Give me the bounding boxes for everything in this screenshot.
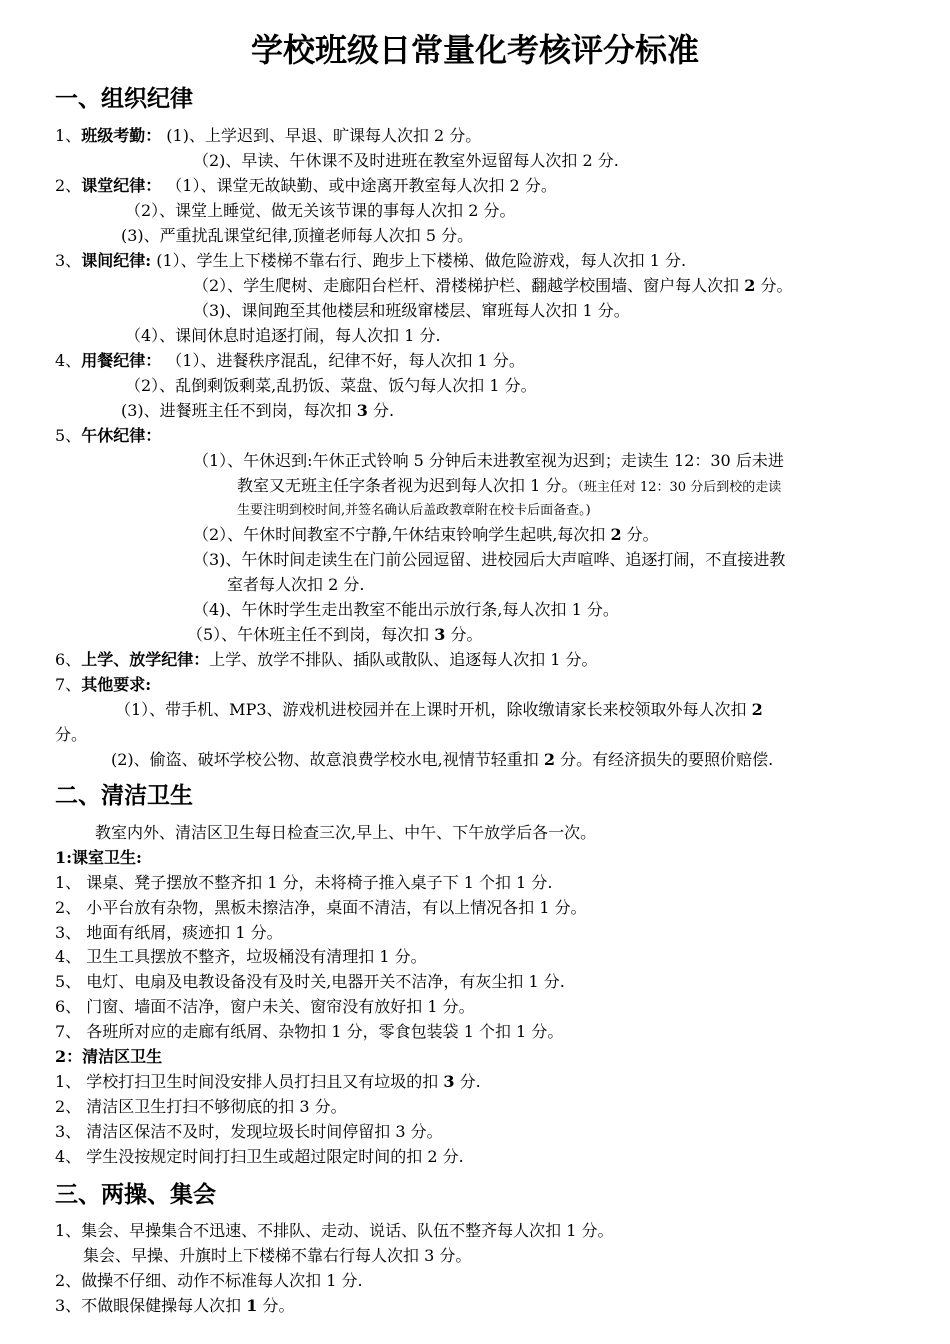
list-item: 1、集会、早操集合不迅速、不排队、走动、说话、队伍不整齐每人次扣 1 分。 (55, 1221, 614, 1240)
hygiene-intro: 教室内外、清洁区卫生每日检查三次,早上、中午、下午放学后各一次。 (95, 823, 597, 842)
item-other-line-3: (2)、偷盗、破坏学校公物、故意浪费学校水电,视情节轻重扣 2 分。有经济损失的要照价赔偿. (111, 750, 774, 769)
item-nap-line-8: （5）、午休班主任不到岗，每次扣 3 分。 (187, 625, 483, 644)
item-other-line-2: 分。 (55, 725, 88, 744)
item-nap-line-7: （4)、午休时学生走出教室不能出示放行条,每人次扣 1 分。 (193, 600, 619, 619)
item-dining-line-1: 4、用餐纪律： （1）、进餐秩序混乱，纪律不好，每人次扣 1 分。 (55, 351, 525, 370)
item-attendance-line-2: （2)、早读、午休课不及时进班在教室外逗留每人次扣 2 分. (193, 151, 619, 170)
item-nap-line-1: （1）、午休迟到:午休正式铃响 5 分钟后未进教室视为迟到；走读生 12：30 后未进 (193, 451, 784, 470)
section-heading-hygiene: 二、清洁卫生 (55, 783, 193, 809)
page-title: 学校班级日常量化考核评分标准 (250, 31, 699, 69)
list-item: 集会、早操、升旗时上下楼梯不靠右行每人次扣 3 分。 (83, 1246, 472, 1265)
item-nap-line-3: 生要注明到校时间,并签名确认后盖政教章附在校卡后面备查。) (237, 503, 591, 518)
list-item: 3、 地面有纸屑，痰迹扣 1 分。 (55, 923, 283, 942)
list-item: 2、做操不仔细、动作不标准每人次扣 1 分. (55, 1271, 363, 1290)
list-item: 2、 清洁区卫生打扫不够彻底的扣 3 分。 (55, 1097, 347, 1116)
item-nap-line-2: 教室又无班主任字条者视为迟到每人次扣 1 分。（班主任对 12：30 分后到校的走读 (237, 476, 782, 495)
item-nap-line-4: （2）、午休时间教室不宁静,午休结束铃响学生起哄,每次扣 2 分。 (193, 525, 659, 544)
hygiene-area-heading: 2：清洁区卫生 (55, 1047, 163, 1066)
list-item: 1、 学校打扫卫生时间没安排人员打扫且又有垃圾的扣 3 分. (55, 1072, 481, 1091)
list-item: 7、 各班所对应的走廊有纸屑、杂物扣 1 分，零食包装袋 1 个扣 1 分。 (55, 1022, 564, 1041)
item-recess-line-2: （2）、学生爬树、走廊阳台栏杆、滑楼梯护栏、翻越学校围墙、窗户每人次扣 2 分。 (193, 276, 793, 295)
item-nap-line-6: 室者每人次扣 2 分. (227, 575, 365, 594)
item-other-line-1: （1）、带手机、MP3、游戏机进校园并在上课时开机，除收缴请家长来校领取外每人次扣 2 (115, 700, 763, 719)
item-classroom-line-2: （2）、课堂上睡觉、做无关该节课的事每人次扣 2 分。 (125, 201, 516, 220)
item-nap-label: 5、午休纪律： (55, 426, 162, 445)
section-heading-exercise-assembly: 三、两操、集会 (55, 1182, 216, 1208)
list-item: 4、 卫生工具摆放不整齐，垃圾桶没有清理扣 1 分。 (55, 947, 427, 966)
list-item: 3、不做眼保健操每人次扣 1 分。 (55, 1296, 295, 1315)
list-item: 6、 门窗、墙面不洁净，窗户未关、窗帘没有放好扣 1 分。 (55, 997, 475, 1016)
item-recess-line-1: 3、课间纪律: (1）、学生上下楼梯不靠右行、跑步上下楼梯、做危险游戏，每人次扣 1 分. (55, 251, 687, 270)
list-item: 2、 小平台放有杂物，黑板未擦洁净，桌面不清洁，有以上情况各扣 1 分。 (55, 898, 587, 917)
list-item: 5、 电灯、电扇及电教设备没有及时关,电器开关不洁净，有灰尘扣 1 分. (55, 972, 565, 991)
item-recess-line-4: （4）、课间休息时追逐打闹，每人次扣 1 分. (125, 326, 441, 345)
hygiene-classroom-heading: 1:课室卫生: (55, 848, 142, 867)
item-nap-line-5: （3)、午休时间走读生在门前公园逗留、进校园后大声喧哗、追逐打闹，不直接进教 (193, 550, 786, 569)
item-classroom-line-1: 2、课堂纪律： （1）、课堂无故缺勤、或中途离开教室每人次扣 2 分。 (55, 176, 557, 195)
item-classroom-line-3: (3)、严重扰乱课堂纪律,顶撞老师每人次扣 5 分。 (121, 226, 474, 245)
item-commute: 6、上学、放学纪律：上学、放学不排队、插队或散队、追逐每人次扣 1 分。 (55, 650, 598, 669)
section-heading-discipline: 一、组织纪律 (55, 86, 193, 112)
item-dining-line-2: （2）、乱倒剩饭剩菜,乱扔饭、菜盘、饭勺每人次扣 1 分。 (125, 376, 537, 395)
item-other-label: 7、其他要求: (55, 675, 152, 694)
list-item: 1、 课桌、凳子摆放不整齐扣 1 分，未将椅子推入桌子下 1 个扣 1 分. (55, 873, 553, 892)
item-recess-line-3: （3)、课间跑至其他楼层和班级窜楼层、窜班每人次扣 1 分。 (193, 301, 630, 320)
item-dining-line-3: (3)、进餐班主任不到岗，每次扣 3 分. (121, 401, 395, 420)
list-item: 4、 学生没按规定时间打扫卫生或超过限定时间的扣 2 分. (55, 1147, 464, 1166)
list-item: 3、 清洁区保洁不及时，发现垃圾长时间停留扣 3 分。 (55, 1122, 443, 1141)
item-attendance-line-1: 1、班级考勤： (1)、上学迟到、早退、旷课每人次扣 2 分。 (55, 126, 482, 145)
